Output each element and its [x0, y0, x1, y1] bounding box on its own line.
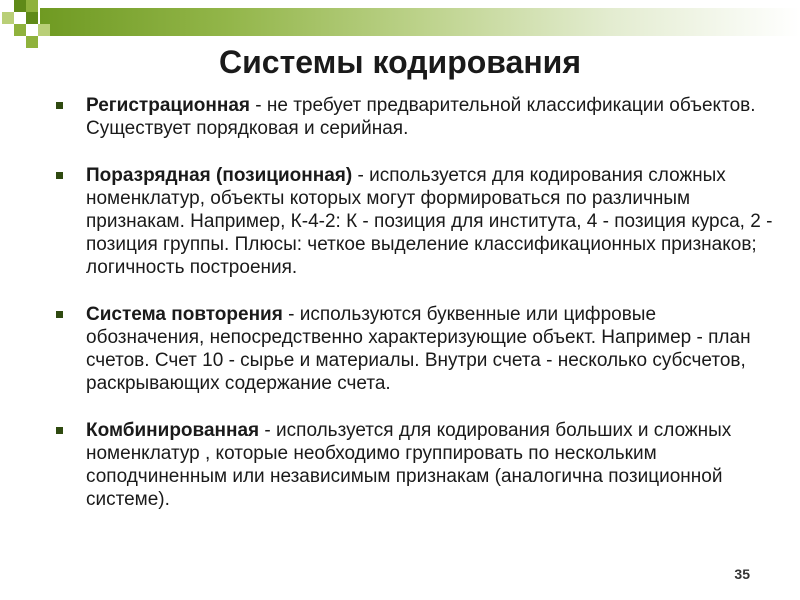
decor-square: [14, 0, 26, 12]
decor-square: [38, 24, 50, 36]
decor-square: [26, 12, 38, 24]
decor-square: [2, 12, 14, 24]
item-text: - используются буквенные или цифровые обозначения, непосредственно характеризующие объект. Например - план счетов. Счет 10 - сырье и материалы. Внутри счета - несколько субсчетов, раскрывающих содержание счета.: [86, 304, 751, 394]
list-item: [44, 164, 774, 279]
item-term: Система повторения: [86, 304, 283, 325]
square-bullet-icon: [56, 172, 63, 179]
page-number: 35: [734, 566, 750, 582]
decor-square: [26, 0, 38, 12]
list-item: [44, 94, 774, 140]
square-bullet-icon: [56, 102, 63, 109]
square-bullet-icon: [56, 311, 63, 318]
decor-square: [14, 24, 26, 36]
item-text: - не требует предварительной классификации объектов. Существует порядковая и серийная.: [86, 95, 756, 139]
item-text: - используется для кодирования больших и сложных номенклатур , которые необходимо группировать по нескольким соподчиненным или независимым признакам (аналогична позиционной системе).: [86, 420, 732, 510]
square-bullet-icon: [56, 427, 63, 434]
header-gradient-bar: [40, 8, 800, 36]
list-item: [44, 419, 774, 511]
slide-title: Системы кодирования: [218, 44, 582, 80]
item-term: Регистрационная: [86, 95, 250, 116]
item-text: - используется для кодирования сложных номенклатур, объекты которых могут формироваться по различным признакам. Например, К-4-2: К - позиция для института, 4 - позиция курса, 2 - позиция группы. Плюсы: четкое выделение классификационных признаков; логичность построения.: [86, 165, 773, 278]
item-term: Комбинированная: [86, 420, 260, 441]
bullet-list: [44, 94, 774, 535]
item-term: Поразрядная (позиционная): [86, 165, 353, 186]
list-item: [44, 303, 774, 395]
